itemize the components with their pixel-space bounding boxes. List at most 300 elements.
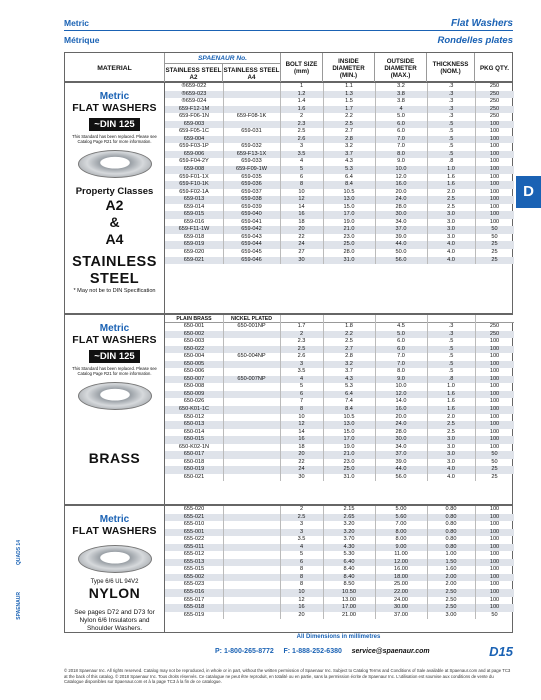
cell-outside-diameter: 16.00 bbox=[394, 566, 408, 573]
cell-part-a2: 659-016 bbox=[183, 218, 205, 225]
table-row bbox=[165, 338, 514, 346]
cell-pkg-qty: 100 bbox=[489, 390, 500, 397]
cell-outside-diameter: 18.00 bbox=[394, 573, 408, 580]
cell-thickness: .3 bbox=[448, 330, 454, 337]
cell-outside-diameter: 20.0 bbox=[395, 188, 407, 195]
cell-inside-diameter: 8.40 bbox=[343, 573, 355, 580]
cell-outside-diameter: 14.0 bbox=[395, 398, 407, 405]
cell-bolt-size: 10 bbox=[298, 413, 305, 420]
cell-pkg-qty: 100 bbox=[489, 181, 500, 188]
brass-subheader bbox=[165, 315, 514, 323]
property-classes-label: Property Classes bbox=[75, 186, 154, 197]
table-row bbox=[165, 241, 514, 249]
cell-inside-diameter: 21.0 bbox=[343, 226, 355, 233]
cell-bolt-size: 2.5 bbox=[297, 128, 306, 135]
cell-outside-diameter: 8.0 bbox=[397, 150, 405, 157]
cell-part-a2: 659-018 bbox=[183, 233, 205, 240]
cell-inside-diameter: 1.8 bbox=[345, 323, 353, 329]
cell-part-a4: 659-040 bbox=[241, 211, 262, 218]
cell-inside-diameter: 13.00 bbox=[342, 596, 356, 603]
cell-part-a2: 659-F06-1N bbox=[179, 113, 209, 120]
cell-thickness: .5 bbox=[448, 360, 454, 367]
cell-pkg-qty: 100 bbox=[489, 120, 500, 127]
cell-outside-diameter: 7.0 bbox=[397, 143, 405, 150]
cell-pkg-qty: 100 bbox=[489, 398, 500, 405]
cell-outside-diameter: 50.0 bbox=[395, 249, 407, 256]
cell-thickness: 1.50 bbox=[445, 558, 457, 565]
cell-outside-diameter: 3.8 bbox=[397, 90, 405, 97]
cell-bolt-size: 24 bbox=[298, 466, 305, 473]
cell-pkg-qty: 100 bbox=[489, 188, 500, 195]
column-divider bbox=[280, 506, 281, 619]
cell-inside-diameter: 3.70 bbox=[343, 536, 355, 543]
cell-part-a2: 655-023 bbox=[183, 581, 205, 588]
cell-thickness: 2.50 bbox=[445, 604, 457, 611]
cell-part-a2: 650-006 bbox=[183, 368, 205, 375]
cell-part-a2: 655-013 bbox=[183, 558, 205, 565]
column-divider bbox=[375, 83, 376, 264]
cell-bolt-size: 8 bbox=[299, 181, 304, 188]
cell-thickness: .5 bbox=[448, 150, 454, 157]
cell-outside-diameter: 12.0 bbox=[395, 173, 407, 180]
cell-pkg-qty: 100 bbox=[489, 543, 500, 550]
cell-bolt-size: 12 bbox=[298, 196, 305, 203]
header-metric-en: Metric bbox=[64, 18, 90, 28]
table-row bbox=[165, 121, 514, 129]
cell-thickness: 2.5 bbox=[447, 421, 455, 428]
cell-bolt-size: 5 bbox=[299, 166, 304, 173]
table-row bbox=[165, 429, 514, 437]
cell-pkg-qty: 100 bbox=[489, 203, 500, 210]
cell-bolt-size: 12 bbox=[298, 596, 305, 603]
cell-inside-diameter: 2.8 bbox=[345, 135, 353, 142]
cell-outside-diameter: 5.00 bbox=[395, 506, 407, 512]
brass-washer-image bbox=[78, 382, 152, 410]
cell-bolt-size: 3 bbox=[299, 360, 304, 367]
cell-part-a4: 659-F08-1K bbox=[236, 113, 267, 120]
cell-bolt-size: 20 bbox=[298, 611, 305, 618]
cell-inside-diameter: 13.0 bbox=[343, 196, 355, 203]
din-spec-note: * May not be to DIN Specification bbox=[73, 288, 156, 294]
cell-outside-diameter: 9.0 bbox=[397, 375, 405, 382]
cell-part-a2: 650-009 bbox=[183, 390, 205, 397]
nylon-metric-label: Metric bbox=[99, 514, 130, 525]
cell-part-a2: 650-021 bbox=[183, 473, 205, 480]
cell-pkg-qty: 100 bbox=[489, 196, 500, 203]
cell-bolt-size: 18 bbox=[298, 218, 305, 225]
nylon-flat-washers-label: FLAT WASHERS bbox=[72, 525, 157, 537]
cell-inside-diameter: 6.40 bbox=[343, 558, 355, 565]
cell-inside-diameter: 17.00 bbox=[342, 604, 356, 611]
cell-inside-diameter: 21.00 bbox=[342, 611, 356, 618]
cell-inside-diameter: 15.0 bbox=[343, 203, 355, 210]
table-row bbox=[165, 204, 514, 212]
cell-part-a2: 655-020 bbox=[183, 506, 205, 512]
footer-email[interactable]: service@spaenaur.com bbox=[351, 648, 430, 655]
cell-thickness: .5 bbox=[448, 120, 454, 127]
cell-inside-diameter: 4.3 bbox=[345, 375, 353, 382]
header-line-1 bbox=[64, 18, 513, 28]
cell-part-a4: 659-031 bbox=[241, 128, 262, 135]
header-rule bbox=[64, 30, 513, 31]
cell-outside-diameter: 9.0 bbox=[397, 158, 405, 165]
cell-bolt-size: 1 bbox=[299, 83, 304, 89]
cell-bolt-size: 2.6 bbox=[297, 135, 306, 142]
cell-thickness: 3.0 bbox=[447, 443, 455, 450]
cell-part-a4: 659-045 bbox=[241, 249, 262, 256]
brass-section bbox=[64, 314, 513, 505]
class-a2-label: A2 bbox=[105, 197, 124, 213]
cell-part-a2: 655-012 bbox=[183, 551, 205, 558]
cell-thickness: 2.50 bbox=[445, 589, 457, 596]
sidebar-text-1: QUADS 14 bbox=[16, 540, 22, 566]
cell-inside-diameter: 28.0 bbox=[343, 249, 355, 256]
table-row bbox=[165, 143, 514, 151]
cell-pkg-qty: 100 bbox=[489, 368, 500, 375]
section-tab-d[interactable]: D bbox=[516, 176, 541, 208]
cell-outside-diameter: 10.0 bbox=[395, 166, 407, 173]
cell-outside-diameter: 16.0 bbox=[395, 406, 407, 413]
cell-outside-diameter: 11.00 bbox=[394, 551, 408, 558]
cell-inside-diameter: 13.0 bbox=[343, 421, 355, 428]
column-divider bbox=[475, 315, 476, 481]
cell-part-a2: 659-F02-1A bbox=[179, 188, 209, 195]
cell-part-a2: 655-011 bbox=[183, 543, 205, 550]
cell-part-a2: 650-007 bbox=[183, 375, 205, 382]
cell-part-a4: 650-004NP bbox=[237, 353, 266, 360]
footer-phone: P: 1-800-265-8772 bbox=[215, 648, 274, 655]
cell-pkg-qty: 25 bbox=[491, 249, 498, 256]
nylon-see-note: See pages D72 and D73 for Nylon 6/6 Insulators and Shoulder Washers. bbox=[74, 609, 155, 632]
cell-pkg-qty: 100 bbox=[489, 173, 500, 180]
cell-pkg-qty: 100 bbox=[489, 413, 500, 420]
cell-thickness: 2.0 bbox=[447, 188, 455, 195]
header-bolt-size: BOLT SIZE (mm) bbox=[280, 53, 323, 83]
stainless-washer-image bbox=[78, 150, 152, 178]
table-row bbox=[165, 566, 514, 574]
table-row bbox=[165, 234, 514, 242]
cell-bolt-size: 4 bbox=[299, 375, 304, 382]
cell-thickness: .5 bbox=[448, 345, 454, 352]
cell-outside-diameter: 10.0 bbox=[395, 383, 407, 390]
cell-part-a2: ®659-024 bbox=[181, 98, 207, 105]
stainless-metric-label: Metric bbox=[99, 91, 130, 102]
cell-thickness: 1.6 bbox=[447, 181, 455, 188]
cell-outside-diameter: 7.0 bbox=[397, 360, 405, 367]
cell-part-a2: 659-F01-1X bbox=[179, 173, 209, 180]
cell-pkg-qty: 50 bbox=[491, 226, 498, 233]
cell-outside-diameter: 20.0 bbox=[395, 413, 407, 420]
cell-thickness: 2.5 bbox=[447, 428, 455, 435]
cell-pkg-qty: 250 bbox=[489, 83, 500, 89]
cell-bolt-size: 14 bbox=[298, 428, 305, 435]
cell-part-a4: 659-F09-1W bbox=[235, 166, 268, 173]
cell-outside-diameter: 5.0 bbox=[397, 330, 405, 337]
table-row bbox=[165, 451, 514, 459]
cell-part-a2: 650-004 bbox=[183, 353, 205, 360]
cell-inside-diameter: 8.4 bbox=[345, 406, 353, 413]
cell-inside-diameter: 3.20 bbox=[343, 528, 355, 535]
cell-inside-diameter: 10.50 bbox=[342, 589, 356, 596]
cell-pkg-qty: 25 bbox=[491, 256, 498, 263]
table-row bbox=[165, 226, 514, 234]
cell-bolt-size: 2.5 bbox=[297, 345, 306, 352]
cell-inside-diameter: 3.7 bbox=[345, 368, 353, 375]
table-header bbox=[64, 52, 513, 82]
cell-part-a4: 659-043 bbox=[241, 233, 262, 240]
table-row bbox=[165, 589, 514, 597]
cell-bolt-size: 1.2 bbox=[297, 90, 306, 97]
table-row bbox=[165, 106, 514, 114]
cell-outside-diameter: 8.00 bbox=[395, 536, 407, 543]
cell-inside-diameter: 5.3 bbox=[345, 383, 353, 390]
cell-bolt-size: 4 bbox=[299, 158, 304, 165]
cell-inside-diameter: 23.0 bbox=[343, 233, 355, 240]
cell-outside-diameter: 4.5 bbox=[397, 323, 405, 329]
table-row bbox=[165, 529, 514, 537]
cell-part-a2: 655-002 bbox=[183, 573, 205, 580]
header-title-fr: Rondelles plates bbox=[437, 35, 513, 46]
cell-pkg-qty: 100 bbox=[489, 353, 500, 360]
cell-part-a2: 659-015 bbox=[183, 211, 205, 218]
cell-outside-diameter: 30.0 bbox=[395, 211, 407, 218]
cell-part-a2: 659-021 bbox=[183, 256, 205, 263]
cell-thickness: 1.6 bbox=[447, 398, 455, 405]
table-row bbox=[165, 581, 514, 589]
cell-part-a2: 659-013 bbox=[183, 196, 205, 203]
cell-inside-diameter: 7.4 bbox=[345, 398, 353, 405]
column-divider bbox=[323, 506, 324, 619]
cell-pkg-qty: 100 bbox=[489, 506, 500, 512]
cell-thickness: .3 bbox=[448, 98, 454, 105]
cell-inside-diameter: 6.4 bbox=[345, 173, 353, 180]
cell-part-a2: 650-013 bbox=[183, 421, 205, 428]
table-row bbox=[165, 98, 514, 106]
cell-pkg-qty: 100 bbox=[489, 528, 500, 535]
table-row bbox=[165, 421, 514, 429]
cell-part-a4: 659-039 bbox=[241, 203, 262, 210]
cell-inside-diameter: 2.2 bbox=[345, 113, 353, 120]
cell-thickness: 3.0 bbox=[447, 233, 455, 240]
header-spaenaur-no: SPAENAUR No. bbox=[198, 55, 247, 62]
column-divider bbox=[223, 83, 224, 264]
cell-pkg-qty: 250 bbox=[489, 330, 500, 337]
cell-outside-diameter: 6.0 bbox=[397, 120, 405, 127]
cell-part-a2: 659-004 bbox=[183, 135, 205, 142]
header-spaenaur-group bbox=[165, 53, 280, 83]
cell-bolt-size: 8 bbox=[299, 581, 304, 588]
cell-bolt-size: 20 bbox=[298, 451, 305, 458]
cell-pkg-qty: 100 bbox=[489, 158, 500, 165]
cell-pkg-qty: 100 bbox=[489, 558, 500, 565]
table-row bbox=[165, 474, 514, 482]
cell-outside-diameter: 30.00 bbox=[394, 604, 408, 611]
table-row bbox=[165, 544, 514, 552]
table-row bbox=[165, 249, 514, 257]
cell-bolt-size: 2.5 bbox=[297, 513, 306, 520]
cell-bolt-size: 12 bbox=[298, 421, 305, 428]
cell-part-a4: 659-F13-1X bbox=[236, 150, 267, 157]
cell-part-a4: 659-037 bbox=[241, 188, 262, 195]
cell-pkg-qty: 250 bbox=[489, 98, 500, 105]
column-divider bbox=[427, 315, 428, 481]
cell-thickness: .5 bbox=[448, 135, 454, 142]
cell-bolt-size: 2 bbox=[299, 113, 304, 120]
cell-outside-diameter: 12.00 bbox=[394, 558, 408, 565]
table-row bbox=[165, 257, 514, 265]
cell-part-a4: 659-046 bbox=[241, 256, 262, 263]
cell-pkg-qty: 100 bbox=[489, 573, 500, 580]
cell-pkg-qty: 100 bbox=[489, 421, 500, 428]
cell-thickness: .5 bbox=[448, 128, 454, 135]
cell-part-a2: 650-026 bbox=[183, 398, 205, 405]
cell-outside-diameter: 34.0 bbox=[395, 218, 407, 225]
cell-pkg-qty: 50 bbox=[491, 451, 498, 458]
cell-pkg-qty: 100 bbox=[489, 566, 500, 573]
cell-part-a2: 650-018 bbox=[183, 458, 205, 465]
cell-outside-diameter: 22.00 bbox=[394, 589, 408, 596]
cell-part-a2: ®659-022 bbox=[181, 83, 207, 89]
cell-inside-diameter: 8.40 bbox=[343, 566, 355, 573]
table-row bbox=[165, 514, 514, 522]
cell-thickness: 3.0 bbox=[447, 218, 455, 225]
cell-inside-diameter: 2.7 bbox=[345, 345, 353, 352]
cell-inside-diameter: 5.3 bbox=[345, 166, 353, 173]
cell-thickness: .3 bbox=[448, 323, 454, 329]
footer-fax: F: 1-888-252-6380 bbox=[283, 648, 342, 655]
cell-bolt-size: 1.4 bbox=[297, 98, 306, 105]
cell-thickness: 4.0 bbox=[447, 256, 455, 263]
steel-label: STEEL bbox=[89, 271, 140, 287]
cell-outside-diameter: 39.0 bbox=[395, 233, 407, 240]
cell-outside-diameter: 28.0 bbox=[395, 203, 407, 210]
cell-bolt-size: 22 bbox=[298, 233, 305, 240]
cell-outside-diameter: 30.0 bbox=[395, 436, 407, 443]
cell-outside-diameter: 9.00 bbox=[395, 543, 407, 550]
cell-inside-diameter: 1.1 bbox=[345, 83, 353, 89]
table-row bbox=[165, 414, 514, 422]
cell-thickness: 0.80 bbox=[445, 513, 457, 520]
table-row bbox=[165, 559, 514, 567]
table-row bbox=[165, 353, 514, 361]
cell-pkg-qty: 100 bbox=[489, 345, 500, 352]
cell-bolt-size: 6 bbox=[299, 390, 304, 397]
header-stainless-a2: STAINLESS STEEL A2 bbox=[165, 63, 223, 83]
column-divider bbox=[280, 83, 281, 264]
cell-outside-diameter: 24.0 bbox=[395, 421, 407, 428]
header-title-en: Flat Washers bbox=[450, 18, 513, 29]
table-row bbox=[165, 551, 514, 559]
stainless-section bbox=[64, 82, 513, 314]
cell-outside-diameter: 8.0 bbox=[397, 368, 405, 375]
column-divider bbox=[475, 506, 476, 619]
cell-pkg-qty: 100 bbox=[489, 166, 500, 173]
cell-part-a2: 655-019 bbox=[183, 611, 205, 618]
brass-flat-washers-label: FLAT WASHERS bbox=[72, 334, 157, 346]
cell-thickness: .3 bbox=[448, 90, 454, 97]
cell-pkg-qty: 100 bbox=[489, 596, 500, 603]
cell-part-a2: 659-008 bbox=[183, 166, 205, 173]
cell-part-a2: ®659-023 bbox=[181, 90, 207, 97]
dimensions-note: All Dimensions in millimetres bbox=[296, 634, 381, 640]
cell-part-a4: 659-041 bbox=[241, 218, 262, 225]
table-row bbox=[165, 219, 514, 227]
cell-thickness: .5 bbox=[448, 143, 454, 150]
cell-thickness: 1.60 bbox=[445, 566, 457, 573]
cell-thickness: 4.0 bbox=[447, 249, 455, 256]
cell-pkg-qty: 100 bbox=[489, 338, 500, 345]
cell-pkg-qty: 100 bbox=[489, 218, 500, 225]
table-row bbox=[165, 196, 514, 204]
cell-part-a2: 650-008 bbox=[183, 383, 205, 390]
cell-thickness: 2.00 bbox=[445, 573, 457, 580]
cell-inside-diameter: 4.3 bbox=[345, 158, 353, 165]
table-row bbox=[165, 83, 514, 91]
cell-pkg-qty: 100 bbox=[489, 211, 500, 218]
cell-bolt-size: 30 bbox=[298, 256, 305, 263]
cell-bolt-size: 4 bbox=[299, 543, 304, 550]
table-row bbox=[165, 459, 514, 467]
table-row bbox=[165, 181, 514, 189]
brass-din-badge: ~DIN 125 bbox=[89, 350, 139, 363]
cell-part-a2: 659-003 bbox=[183, 120, 205, 127]
cell-bolt-size: 2.3 bbox=[297, 120, 306, 127]
table-row bbox=[165, 151, 514, 159]
header-outside-diameter: OUTSIDE DIAMETER (MAX.) bbox=[375, 53, 427, 83]
cell-thickness: 2.00 bbox=[445, 581, 457, 588]
brass-sub-plain: PLAIN BRASS bbox=[176, 316, 212, 322]
cell-part-a4: 659-044 bbox=[241, 241, 262, 248]
cell-thickness: 1.0 bbox=[447, 166, 455, 173]
table-row bbox=[165, 331, 514, 339]
cell-part-a2: 650-K01-1C bbox=[178, 406, 210, 413]
brass-rows bbox=[165, 323, 514, 481]
cell-pkg-qty: 100 bbox=[489, 135, 500, 142]
brass-material-cell bbox=[65, 315, 165, 504]
cell-part-a2: 655-010 bbox=[183, 521, 205, 528]
cell-outside-diameter: 6.0 bbox=[397, 128, 405, 135]
cell-part-a2: 655-018 bbox=[183, 604, 205, 611]
cell-inside-diameter: 6.4 bbox=[345, 390, 353, 397]
cell-pkg-qty: 50 bbox=[491, 611, 498, 618]
cell-bolt-size: 18 bbox=[298, 443, 305, 450]
cell-outside-diameter: 44.0 bbox=[395, 466, 407, 473]
cell-bolt-size: 10 bbox=[298, 589, 305, 596]
nylon-label: NYLON bbox=[88, 585, 141, 601]
table-row bbox=[165, 398, 514, 406]
table-row bbox=[165, 136, 514, 144]
cell-outside-diameter: 4 bbox=[399, 105, 403, 112]
cell-bolt-size: 2.6 bbox=[297, 353, 306, 360]
cell-part-a2: 659-F05-1C bbox=[179, 128, 209, 135]
class-a4-label: A4 bbox=[105, 231, 124, 247]
cell-thickness: 1.6 bbox=[447, 390, 455, 397]
column-divider bbox=[280, 315, 281, 481]
cell-inside-diameter: 1.7 bbox=[345, 105, 353, 112]
cell-inside-diameter: 19.0 bbox=[343, 218, 355, 225]
cell-bolt-size: 1.6 bbox=[297, 105, 306, 112]
cell-thickness: .3 bbox=[448, 105, 454, 112]
cell-thickness: .8 bbox=[448, 375, 454, 382]
cell-thickness: 3.00 bbox=[445, 611, 457, 618]
cell-thickness: 1.6 bbox=[447, 173, 455, 180]
cell-thickness: .3 bbox=[448, 83, 454, 89]
column-divider bbox=[427, 506, 428, 619]
cell-inside-diameter: 5.30 bbox=[343, 551, 355, 558]
cell-part-a4: 659-032 bbox=[241, 143, 262, 150]
header-material: MATERIAL bbox=[65, 53, 165, 83]
cell-thickness: 0.80 bbox=[445, 521, 457, 528]
